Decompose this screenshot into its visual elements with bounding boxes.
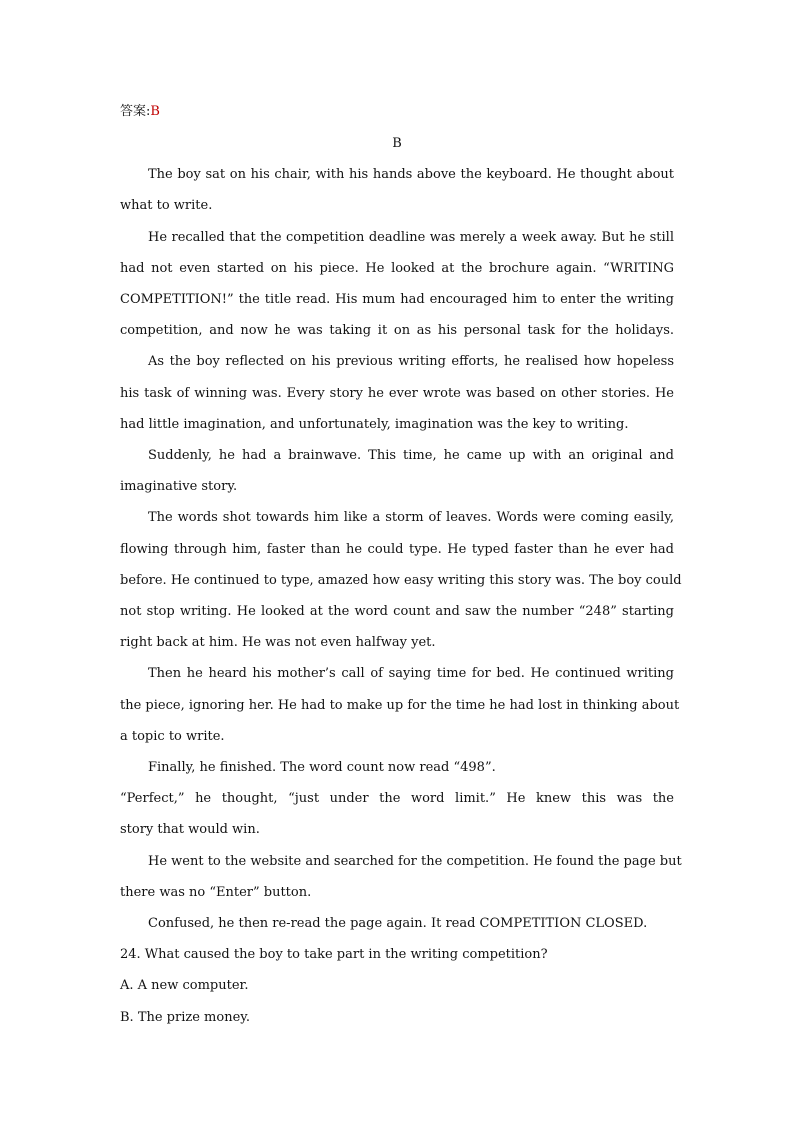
passage-line: story that would win. [120, 822, 260, 837]
passage-line: He went to the website and searched for the competition. He found the page but [148, 854, 682, 869]
passage-line: had little imagination, and unfortunately, imagination was the key to writing. [120, 417, 629, 432]
passage-line: competition, and now he was taking it on as his personal task for the holidays. [120, 323, 674, 338]
passage-line: right back at him. He was not even halfway yet. [120, 635, 436, 650]
passage-line: COMPETITION!” the title read. His mum had encouraged him to enter the writing [120, 292, 674, 307]
question-option: A. A new computer. [120, 978, 249, 993]
passage-line: imaginative story. [120, 479, 238, 494]
passage-line: “Perfect,” he thought, “just under the word limit.” He knew this was the [120, 791, 674, 806]
answer-label: 答案: [120, 104, 151, 119]
passage-line: not stop writing. He looked at the word count and saw the number “248” starting [120, 604, 674, 619]
passage-line: He recalled that the competition deadline was merely a week away. But he still [148, 230, 674, 245]
passage-line: a topic to write. [120, 729, 225, 744]
passage-line: had not even started on his piece. He looked at the brochure again. “WRITING [120, 261, 674, 276]
section-heading: B [392, 136, 402, 151]
passage-line: flowing through him, faster than he could type. He typed faster than he ever had [120, 542, 674, 557]
passage-line: before. He continued to type, amazed how easy writing this story was. The boy could [120, 573, 682, 588]
answer-key [120, 104, 160, 120]
passage-line: Confused, he then re-read the page again. It read COMPETITION CLOSED. [148, 916, 648, 931]
passage-line: Suddenly, he had a brainwave. This time, he came up with an original and [148, 448, 674, 463]
question-option: B. The prize money. [120, 1010, 251, 1025]
question-text: 24. What caused the boy to take part in the writing competition? [120, 947, 548, 962]
passage-line: there was no “Enter” button. [120, 885, 312, 900]
passage-line: what to write. [120, 198, 213, 213]
passage-line: Finally, he finished. The word count now read “498”. [148, 760, 496, 775]
passage-line: As the boy reflected on his previous writing efforts, he realised how hopeless [148, 354, 674, 369]
passage-line: his task of winning was. Every story he ever wrote was based on other stories. He [120, 386, 674, 401]
answer-value: B [150, 104, 160, 119]
passage-line: Then he heard his mother’s call of saying time for bed. He continued writing [148, 666, 674, 681]
passage-line: The words shot towards him like a storm of leaves. Words were coming easily, [148, 510, 674, 525]
passage-line: the piece, ignoring her. He had to make up for the time he had lost in thinking about [120, 698, 680, 713]
passage-line: The boy sat on his chair, with his hands above the keyboard. He thought about [148, 167, 674, 182]
